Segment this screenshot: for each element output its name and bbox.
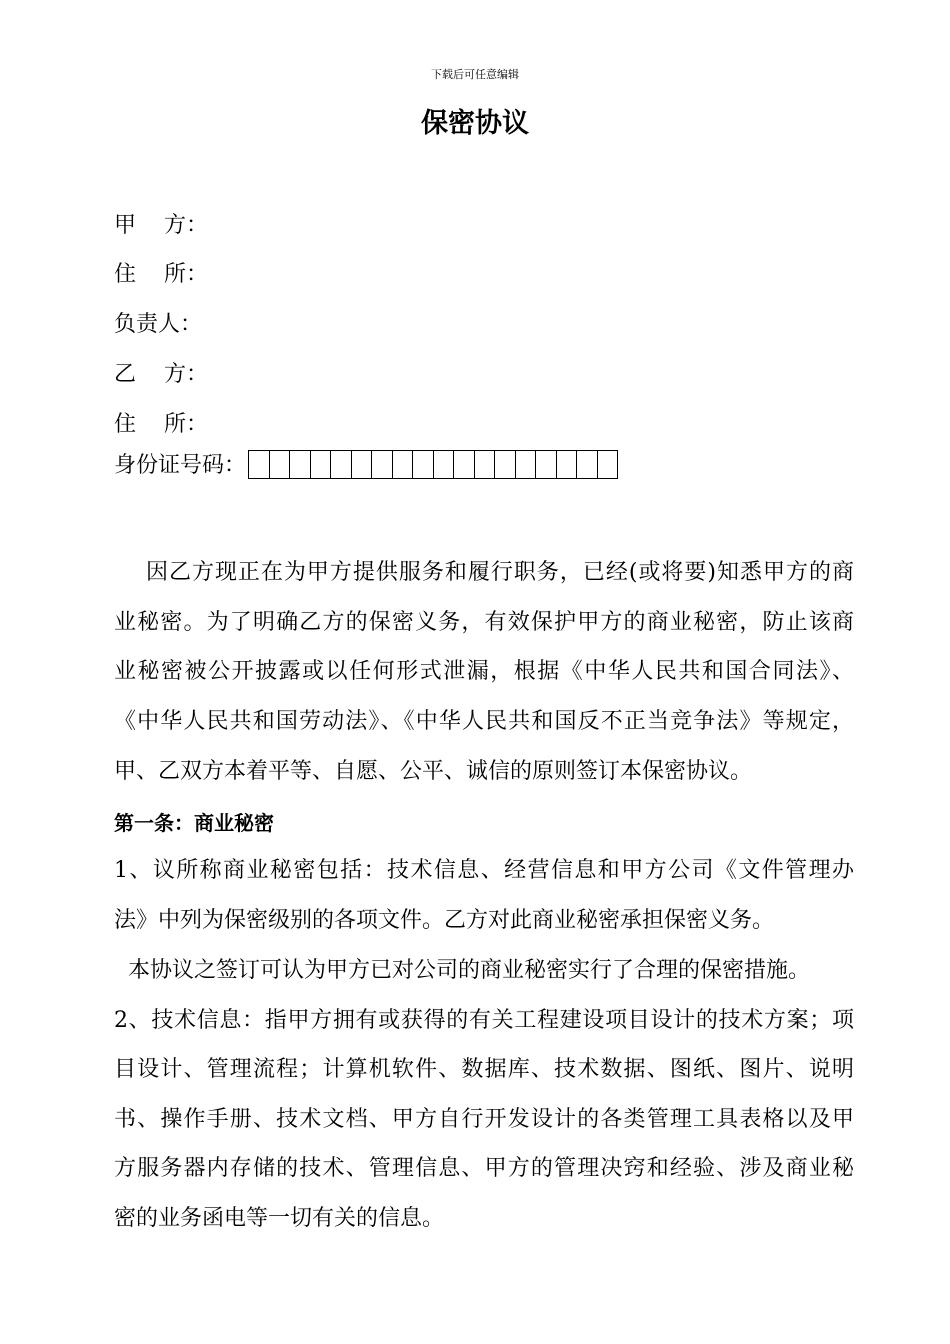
id-digit-box: [577, 450, 598, 479]
id-digit-box: [434, 450, 455, 479]
id-digit-box: [495, 450, 516, 479]
field-address-a: 住 所：: [114, 262, 208, 287]
article-1-heading: 第一条：商业秘密: [114, 811, 274, 835]
article-1-item-2-line: 2、技术信息：指甲方拥有或获得的有关工程建设项目设计的技术方案；项: [114, 1008, 854, 1033]
id-number-boxes: [248, 450, 618, 479]
id-digit-box: [536, 450, 557, 479]
article-1-item-2-line: 书、操作手册、技术文档、甲方自行开发设计的各类管理工具表格以及甲: [114, 1107, 854, 1132]
article-1-item-1-line: 1、议所称商业秘密包括：技术信息、经营信息和甲方公司《文件管理办: [114, 858, 854, 883]
preamble-line: 业秘密。为了明确乙方的保密义务，有效保护甲方的商业秘密，防止该商: [114, 610, 854, 635]
article-1-item-1-line: 法》中列为保密级别的各项文件。乙方对此商业秘密承担保密义务。: [114, 908, 775, 933]
preamble-line: 因乙方现正在为甲方提供服务和履行职务，已经(或将要)知悉甲方的商: [114, 560, 854, 585]
id-digit-box: [454, 450, 475, 479]
id-digit-box: [311, 450, 332, 479]
field-party-b: 乙 方：: [114, 362, 208, 387]
id-digit-box: [249, 450, 270, 479]
id-digit-box: [270, 450, 291, 479]
preamble-line: 业秘密被公开披露或以任何形式泄漏，根据《中华人民共和国合同法》、: [114, 659, 854, 684]
article-1-item-2-line: 密的业务函电等一切有关的信息。: [114, 1206, 445, 1231]
id-digit-box: [413, 450, 434, 479]
field-address-b: 住 所：: [114, 412, 208, 437]
id-number-label: 身份证号码：: [114, 453, 247, 478]
field-responsible: 负责人：: [114, 312, 203, 337]
id-digit-box: [475, 450, 496, 479]
article-1-item-2-line: 目设计、管理流程；计算机软件、数据库、技术数据、图纸、图片、说明: [114, 1057, 854, 1082]
id-digit-box: [516, 450, 537, 479]
id-digit-box: [290, 450, 311, 479]
preamble-line: 甲、乙双方本着平等、自愿、公平、诚信的原则签订本保密协议。: [114, 759, 753, 784]
id-digit-box: [557, 450, 578, 479]
id-digit-box: [372, 450, 393, 479]
field-party-a: 甲 方：: [114, 213, 208, 238]
id-digit-box: [352, 450, 373, 479]
id-number-row: [114, 449, 618, 481]
id-digit-box: [598, 450, 619, 479]
id-digit-box: [393, 450, 414, 479]
article-1-item-2-line: 方服务器内存储的技术、管理信息、甲方的管理决窍和经验、涉及商业秘: [114, 1156, 854, 1181]
article-1-note: 本协议之签订可认为甲方已对公司的商业秘密实行了合理的保密措施。: [114, 958, 810, 983]
preamble-line: 《中华人民共和国劳动法》、《中华人民共和国反不正当竞争法》等规定，: [114, 709, 854, 734]
header-note: 下载后可任意编辑: [431, 68, 519, 81]
document-title: 保密协议: [421, 108, 529, 139]
id-digit-box: [331, 450, 352, 479]
